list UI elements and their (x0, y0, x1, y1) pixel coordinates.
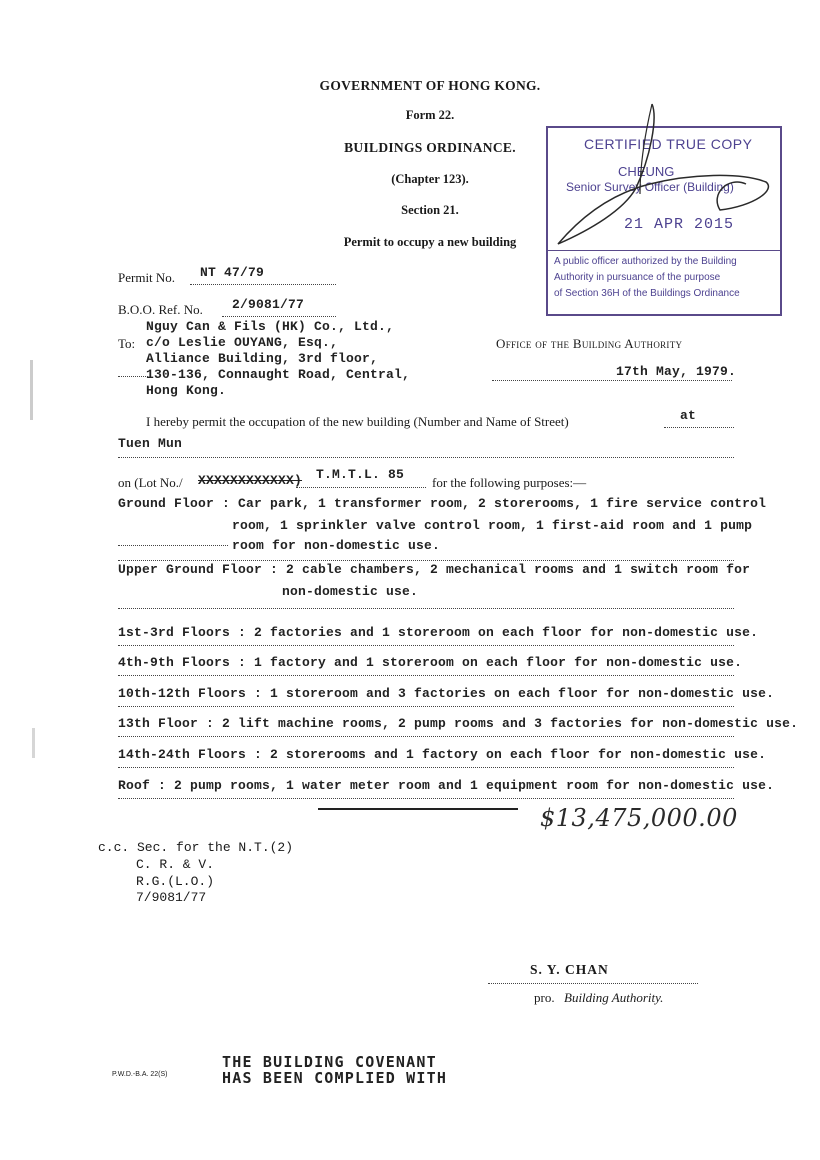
handwritten-amount: $13,475,000.00 (540, 804, 738, 832)
purpose-1st-3rd-floors: 1st-3rd Floors : 2 factories and 1 storeroom on each floor for non-domestic use. (118, 625, 759, 640)
scan-mark-left2 (32, 728, 35, 758)
addressee-line5: Hong Kong. (146, 383, 227, 398)
ground-floor-dots2 (118, 548, 734, 561)
stamp-date: 21 APR 2015 (624, 216, 735, 233)
lot-label: on (Lot No./ (118, 475, 183, 490)
floors-10-12-dots (118, 696, 734, 707)
purpose-4th-9th-floors: 4th-9th Floors : 1 factory and 1 storeroom on each floor for non-domestic use. (118, 655, 743, 670)
permit-statement: I hereby permit the occupation of the new building (Number and Name of Street) (146, 414, 569, 429)
ground-floor-dots (118, 533, 228, 546)
statement-dots (664, 415, 734, 428)
floor-13-dots (118, 726, 734, 737)
purpose-14th-24th-floors: 14th-24th Floors : 2 storerooms and 1 factory on each floor for non-domestic use. (118, 747, 767, 762)
purposes-label: for the following purposes:— (432, 475, 587, 490)
addressee-line3: Alliance Building, 3rd floor, (146, 351, 379, 366)
purpose-upper-ground-floor-cont: non-domestic use. (282, 584, 419, 599)
form-number: Form 22. (405, 108, 455, 122)
cc-line3: R.G.(L.O.) (136, 874, 215, 889)
issue-date: 17th May, 1979. (616, 364, 737, 379)
chapter: (Chapter 123). (391, 172, 469, 186)
addressee-line1: Nguy Can & Fils (HK) Co., Ltd., (146, 319, 395, 334)
covenant-line2: HAS BEEN COMPLIED WITH (222, 1069, 448, 1087)
addressee-dots (118, 362, 148, 377)
floors-1-3-dots (118, 635, 734, 646)
government-title: GOVERNMENT OF HONG KONG. (319, 78, 541, 93)
purpose-ground-floor-cont2: room for non-domestic use. (232, 538, 441, 553)
street-name: Tuen Mun (118, 436, 183, 451)
purpose-roof: Roof : 2 pump rooms, 1 water meter room and 1 equipment room for non-domestic use. (118, 778, 775, 793)
purpose-13th-floor: 13th Floor : 2 lift machine rooms, 2 pump rooms and 3 factories for non-domestic use. (118, 716, 799, 731)
boo-ref-value: 2/9081/77 (232, 297, 305, 312)
permit-title: Permit to occupy a new building (343, 235, 517, 249)
covenant-stamp (222, 1054, 462, 1086)
end-rule (318, 808, 518, 810)
signature-title: Building Authority. (564, 990, 664, 1005)
stamp-footer2: Authority in pursuance of the purpose (554, 272, 721, 283)
at-word: at (680, 408, 697, 423)
boo-ref-label: B.O.O. Ref. No. (118, 302, 203, 317)
stamp-line2: CHEUNG (618, 164, 675, 179)
signature-scribble-icon (540, 98, 780, 258)
floors-14-24-dots (118, 757, 734, 768)
scan-mark-left (30, 360, 33, 420)
form-code: P.W.D.-B.A. 22(S) (112, 1071, 168, 1078)
cc-line1: c.c. Sec. for the N.T.(2) (98, 840, 294, 855)
signature-title-pre: pro. (534, 990, 555, 1005)
addressee-line4: 130-136, Connaught Road, Central, (146, 367, 411, 382)
purpose-upper-ground-floor: Upper Ground Floor : 2 cable chambers, 2 mechanical rooms and 1 switch room for (118, 562, 751, 577)
signatory-name: S. Y. CHAN (530, 962, 609, 977)
stamp-line3: Senior Survey Officer (Building) (566, 180, 734, 194)
permit-no-label: Permit No. (118, 270, 176, 285)
addressee-line2: c/o Leslie OUYANG, Esq., (146, 335, 339, 350)
lot-number: T.M.T.L. 85 (316, 467, 405, 482)
ordinance-title: BUILDINGS ORDINANCE. (344, 140, 516, 155)
signature-dots (488, 973, 698, 984)
office-label: Office of the Building Authority (496, 336, 683, 351)
section: Section 21. (401, 203, 459, 217)
stamp-line1: CERTIFIED TRUE COPY (584, 136, 753, 152)
stamp-footer1: A public officer authorized by the Building (554, 256, 737, 267)
floors-4-9-dots (118, 665, 734, 676)
cc-line4: 7/9081/77 (136, 890, 207, 905)
purpose-10th-12th-floors: 10th-12th Floors : 1 storeroom and 3 factories on each floor for non-domestic use. (118, 686, 775, 701)
roof-dots (118, 788, 734, 799)
cc-line2: C. R. & V. (136, 857, 215, 872)
upper-ground-dots (118, 596, 734, 609)
purpose-ground-floor: Ground Floor : Car park, 1 transformer room, 2 storerooms, 1 fire service control (118, 496, 767, 511)
stamp-footer3: of Section 36H of the Buildings Ordinance (554, 288, 740, 299)
purpose-ground-floor-cont1: room, 1 sprinkler valve control room, 1 first-aid room and 1 pump (232, 518, 753, 533)
lot-struck: XXXXXXXXXXXX) (198, 473, 303, 488)
street-dots (118, 445, 734, 458)
to-label: To: (118, 336, 136, 351)
covenant-line1: THE BUILDING COVENANT (222, 1053, 437, 1071)
permit-no-value: NT 47/79 (200, 265, 265, 280)
